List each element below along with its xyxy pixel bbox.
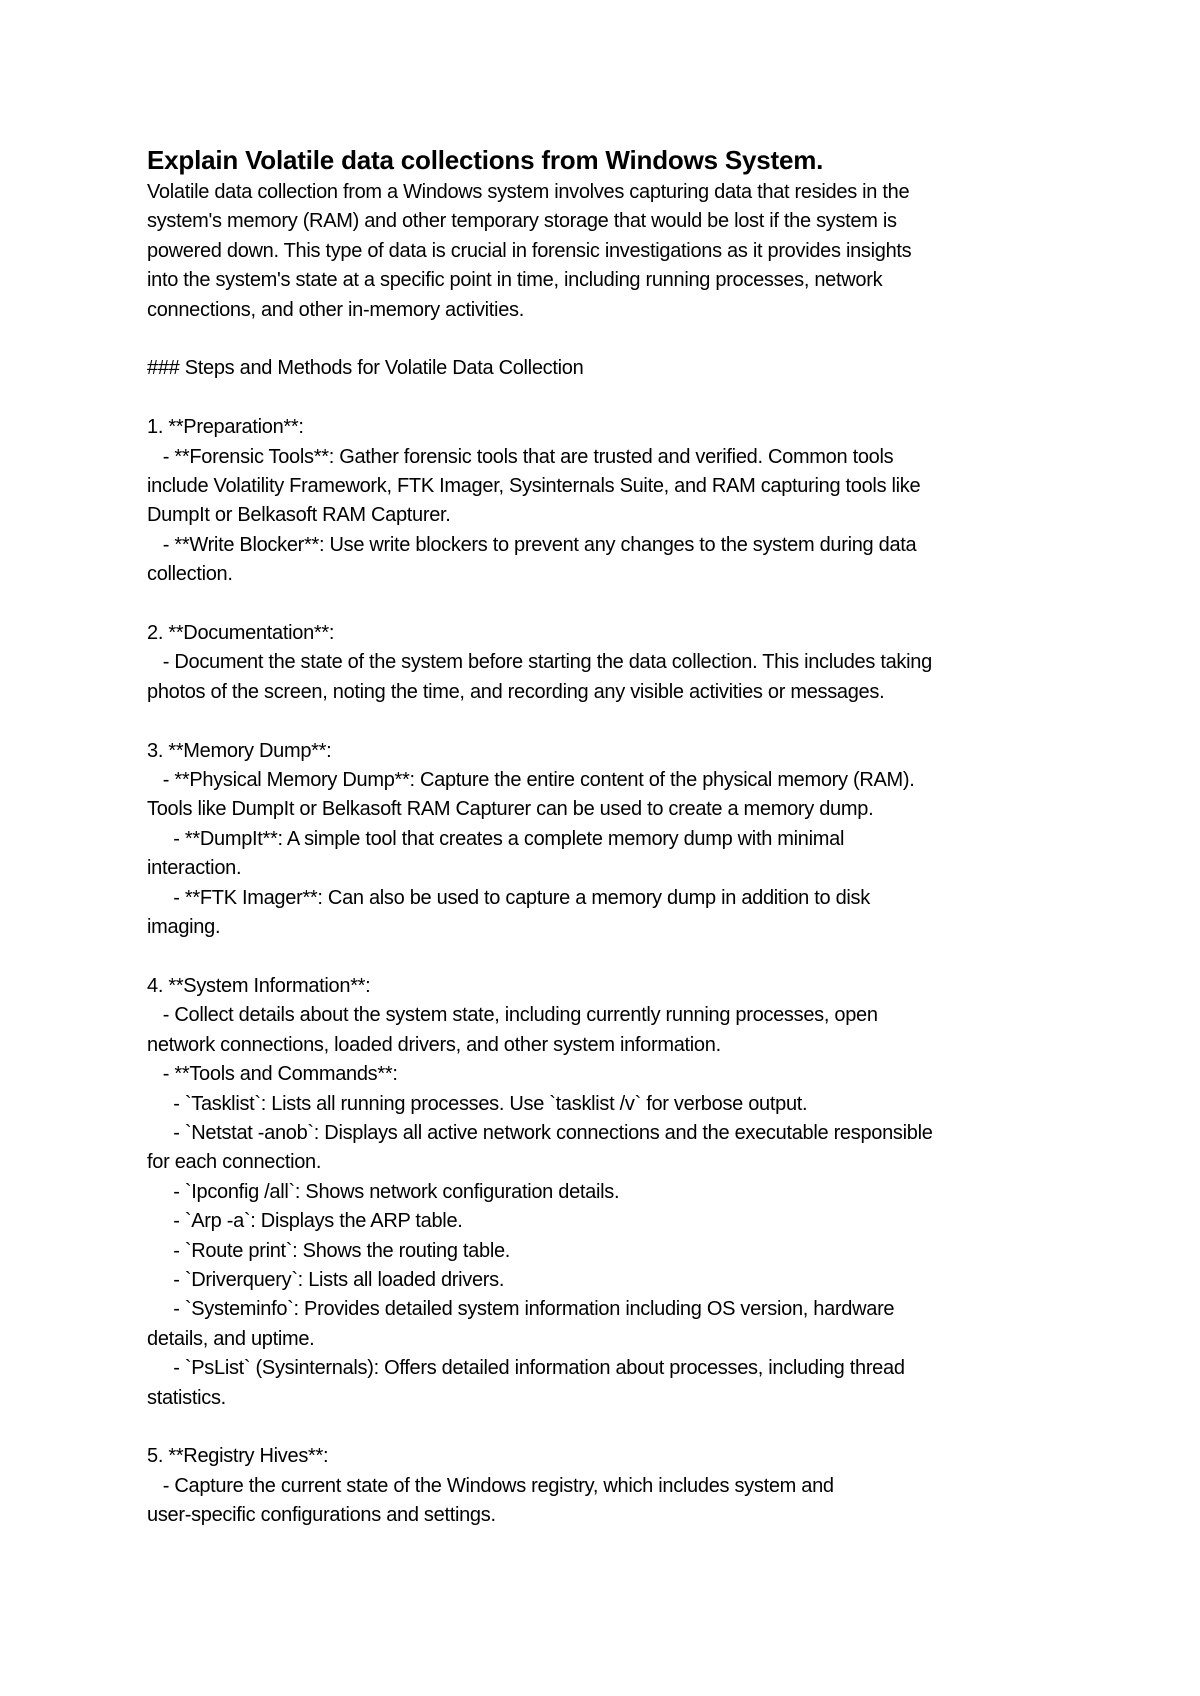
intro-line: system's memory (RAM) and other temporary storage that would be lost if the system is xyxy=(147,210,897,233)
section-line: - **DumpIt**: A simple tool that creates a complete memory dump with minimal xyxy=(147,827,845,850)
section-line: - **Write Blocker**: Use write blockers to prevent any changes to the system during data xyxy=(147,533,917,556)
section-line: statistics. xyxy=(147,1386,226,1409)
intro-line: connections, and other in-memory activities. xyxy=(147,298,524,321)
intro-paragraph xyxy=(147,178,1067,325)
section-line: 3. **Memory Dump**: xyxy=(147,739,332,762)
blank-line xyxy=(147,1413,1067,1442)
section-line: - `Netstat -anob`: Displays all active network connections and the executable responsible xyxy=(147,1121,933,1144)
section-system-information xyxy=(147,972,1067,1413)
section-line: photos of the screen, noting the time, and recording any visible activities or messages. xyxy=(147,680,885,703)
section-line: - Document the state of the system before starting the data collection. This includes taking xyxy=(147,651,932,674)
section-line: collection. xyxy=(147,563,233,586)
section-line: DumpIt or Belkasoft RAM Capturer. xyxy=(147,504,451,527)
document-page xyxy=(147,142,1067,1531)
section-line: - `Arp -a`: Displays the ARP table. xyxy=(147,1210,463,1233)
section-line: - **FTK Imager**: Can also be used to capture a memory dump in addition to disk xyxy=(147,886,870,909)
blank-line xyxy=(147,384,1067,413)
section-line: - Collect details about the system state, including currently running processes, open xyxy=(147,1004,878,1027)
section-line: - Capture the current state of the Windows registry, which includes system and xyxy=(147,1474,834,1497)
section-line: 2. **Documentation**: xyxy=(147,622,335,645)
section-memory-dump xyxy=(147,737,1067,943)
section-line: Tools like DumpIt or Belkasoft RAM Capturer can be used to create a memory dump. xyxy=(147,798,874,821)
section-registry-hives xyxy=(147,1442,1067,1530)
section-line: user-specific configurations and settings. xyxy=(147,1504,496,1527)
section-line: include Volatility Framework, FTK Imager, Sysinternals Suite, and RAM capturing tools like xyxy=(147,475,921,498)
blank-line xyxy=(147,590,1067,619)
section-line: - **Physical Memory Dump**: Capture the entire content of the physical memory (RAM). xyxy=(147,769,915,792)
blank-line xyxy=(147,325,1067,354)
section-line: - **Tools and Commands**: xyxy=(147,1063,398,1086)
section-line: network connections, loaded drivers, and other system information. xyxy=(147,1033,721,1056)
section-line: 5. **Registry Hives**: xyxy=(147,1445,329,1468)
section-line: - **Forensic Tools**: Gather forensic tools that are trusted and verified. Common tools xyxy=(147,445,894,468)
section-line: for each connection. xyxy=(147,1151,322,1174)
section-line: - `Route print`: Shows the routing table. xyxy=(147,1239,511,1262)
section-line: 4. **System Information**: xyxy=(147,974,371,997)
intro-line: powered down. This type of data is crucial in forensic investigations as it provides insights xyxy=(147,239,912,262)
section-line: details, and uptime. xyxy=(147,1327,315,1350)
section-line: - `Tasklist`: Lists all running processes. Use `tasklist /v` for verbose output. xyxy=(147,1092,808,1115)
section-line: - `PsList` (Sysinternals): Offers detailed information about processes, including thread xyxy=(147,1357,905,1380)
section-preparation xyxy=(147,413,1067,589)
document-title: Explain Volatile data collections from Windows System. xyxy=(147,145,824,175)
section-line: - `Driverquery`: Lists all loaded drivers. xyxy=(147,1268,505,1291)
blank-line xyxy=(147,943,1067,972)
section-heading: ### Steps and Methods for Volatile Data Collection xyxy=(147,357,584,380)
blank-line xyxy=(147,707,1067,736)
section-line: - `Ipconfig /all`: Shows network configuration details. xyxy=(147,1180,620,1203)
section-line: imaging. xyxy=(147,916,221,939)
intro-line: Volatile data collection from a Windows system involves capturing data that resides in the xyxy=(147,181,910,203)
section-line: - `Systeminfo`: Provides detailed system information including OS version, hardware xyxy=(147,1298,895,1321)
section-line: 1. **Preparation**: xyxy=(147,416,304,439)
section-line: interaction. xyxy=(147,857,242,880)
section-documentation xyxy=(147,619,1067,707)
intro-line: into the system's state at a specific point in time, including running processes, network xyxy=(147,269,883,292)
